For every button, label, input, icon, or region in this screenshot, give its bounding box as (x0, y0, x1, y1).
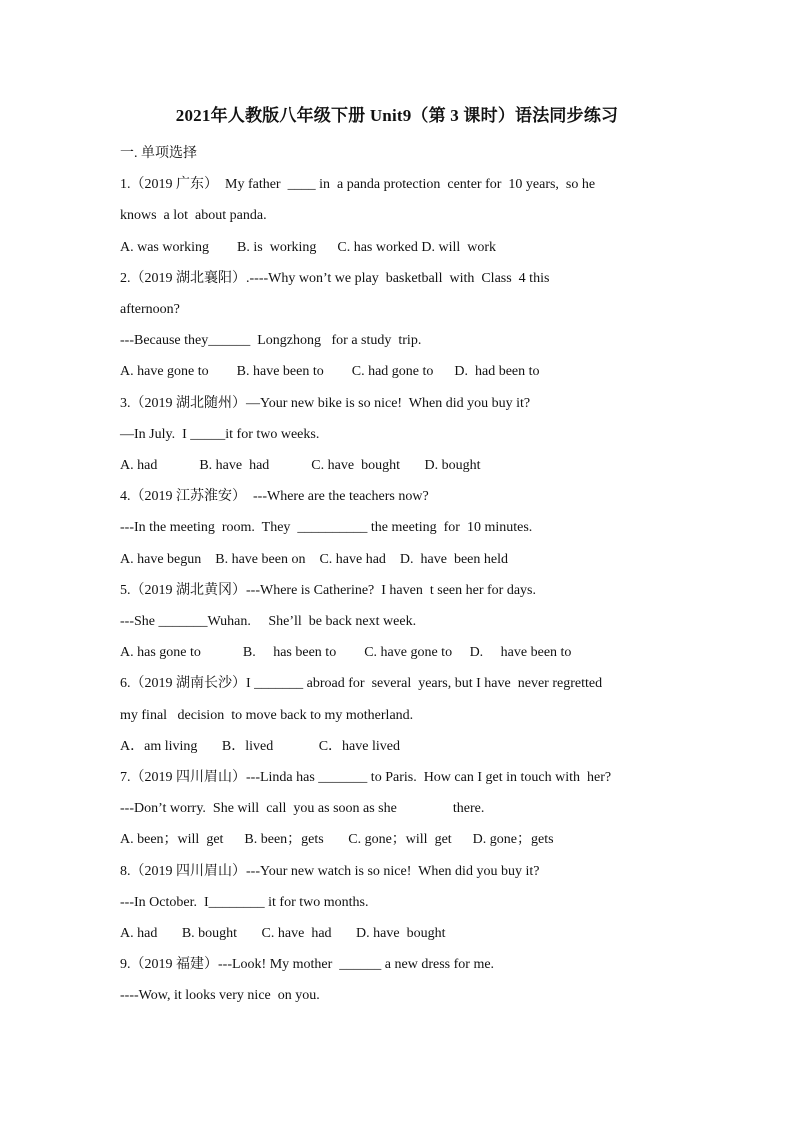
question-text: ---In the meeting room. They __________ the meeting for 10 minutes. (120, 520, 533, 535)
answer-options: A. had B. have had C. have bought D. bought (120, 458, 481, 473)
answer-options: A. have begun B. have been on C. have had D. have been held (120, 552, 508, 567)
question-text: knows a lot about panda. (120, 208, 267, 223)
section-heading: 一. 单项选择 (120, 146, 197, 161)
question-text: 1.（2019 广东） My father ____ in a panda protection center for 10 years, so he (120, 177, 596, 192)
answer-options: A. been；will get B. been；gets C. gone；will get D. gone；gets (120, 832, 554, 847)
answer-options: A. had B. bought C. have had D. have bought (120, 926, 446, 941)
question-text: ---She _______Wuhan. She’ll be back next week. (120, 614, 417, 629)
question-text: 4.（2019 江苏淮安） ---Where are the teachers now? (120, 489, 429, 504)
question-text: afternoon? (120, 302, 180, 317)
answer-options: A. was working B. is working C. has worked D. will work (120, 240, 497, 255)
question-text: —In July. I _____it for two weeks. (120, 427, 320, 442)
answer-options: A．am living B．lived C．have lived (120, 739, 400, 754)
question-text: 5.（2019 湖北黄冈）---Where is Catherine? I haven t seen her for days. (120, 583, 536, 598)
question-text: 7.（2019 四川眉山）---Linda has _______ to Paris. How can I get in touch with her? (120, 770, 612, 785)
document-title: 2021年人教版八年级下册 Unit9（第 3 课时）语法同步练习 (175, 106, 619, 125)
question-text: ----Wow, it looks very nice on you. (120, 988, 320, 1003)
question-text: 2.（2019 湖北襄阳）.----Why won’t we play basketball with Class 4 this (120, 271, 550, 286)
question-text: 8.（2019 四川眉山）---Your new watch is so nice! When did you buy it? (120, 864, 540, 879)
question-text: 3.（2019 湖北随州）—Your new bike is so nice! When did you buy it? (120, 396, 531, 411)
question-text: ---Because they______ Longzhong for a study trip. (120, 333, 422, 348)
question-text: ---In October. I________ it for two months. (120, 895, 369, 910)
question-text: 6.（2019 湖南长沙）I _______ abroad for several years, but I have never regretted (120, 676, 603, 691)
answer-options: A. has gone to B. has been to C. have gone to D. have been to (120, 645, 572, 660)
question-text: 9.（2019 福建）---Look! My mother ______ a new dress for me. (120, 957, 495, 972)
question-text: ---Don’t worry. She will call you as soon as she there. (120, 801, 485, 816)
answer-options: A. have gone to B. have been to C. had gone to D. had been to (120, 364, 540, 379)
question-text: my final decision to move back to my motherland. (120, 708, 414, 723)
